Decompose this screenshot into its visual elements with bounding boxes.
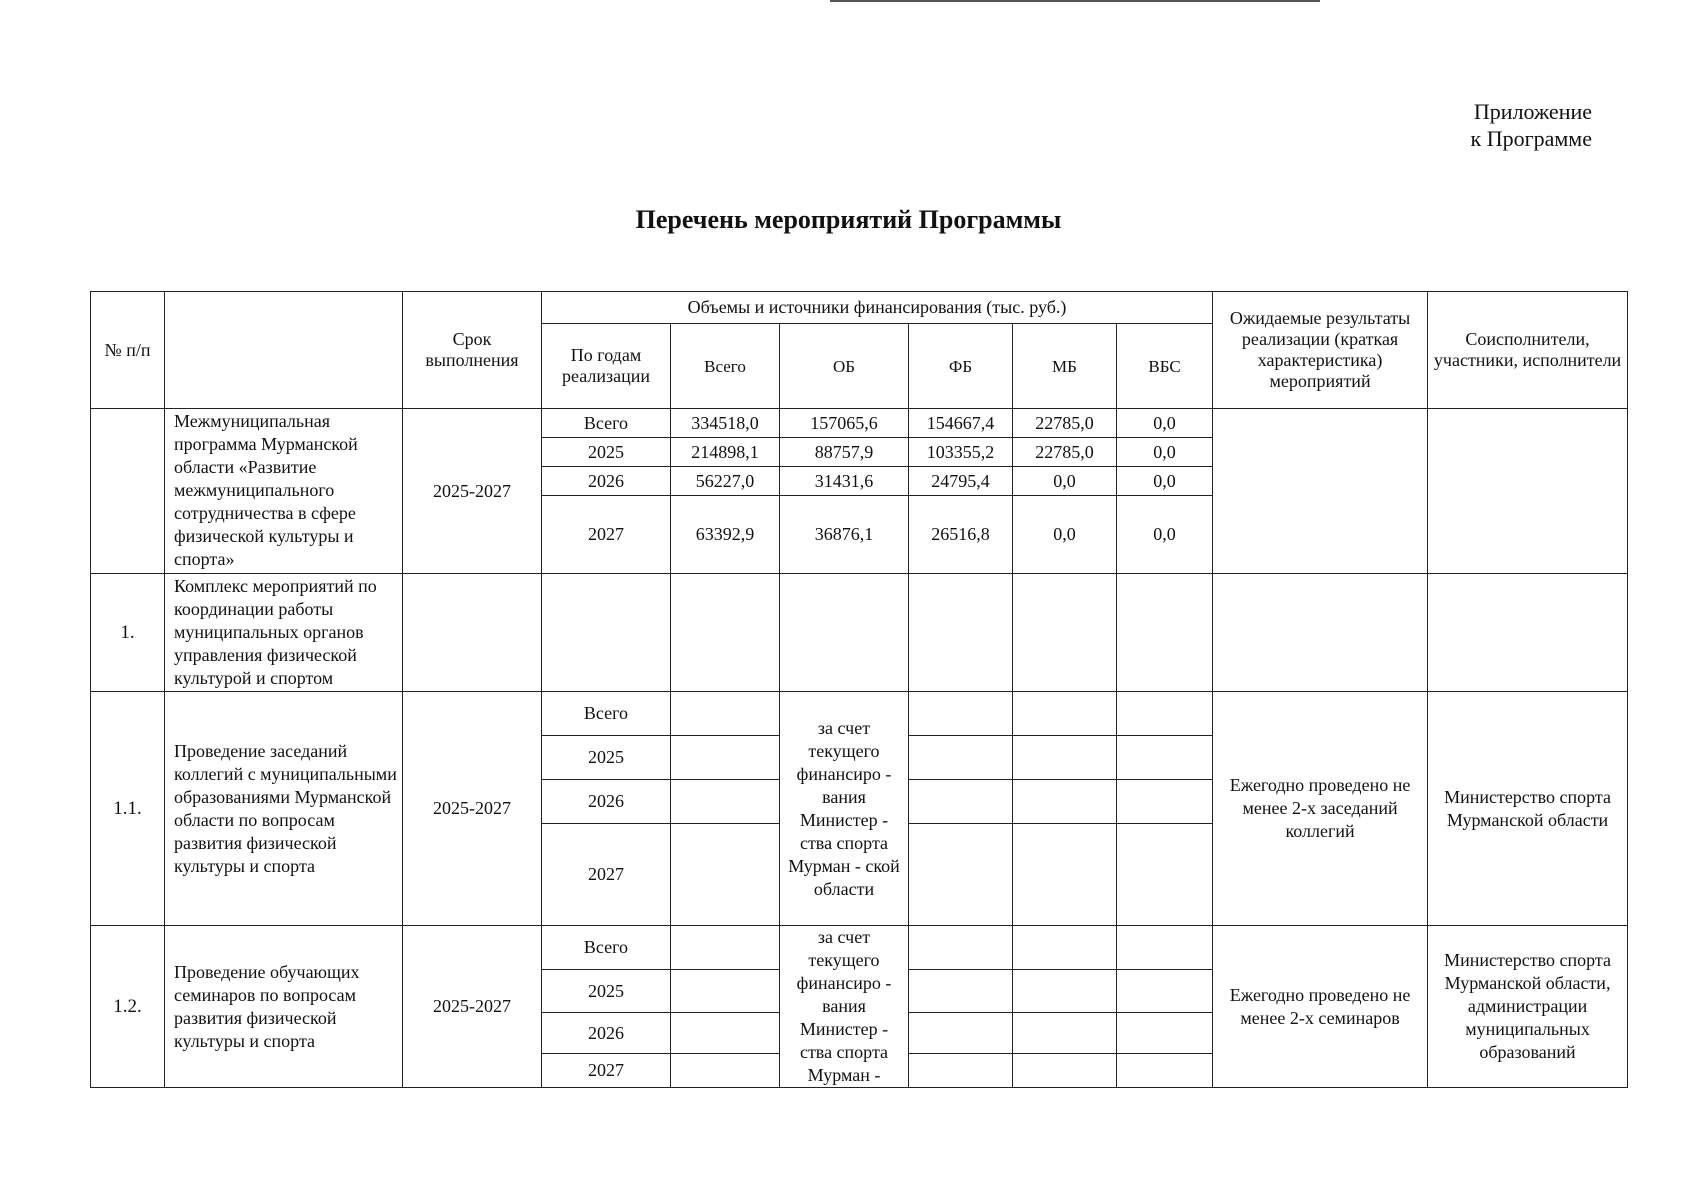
col-header-by-years: По годам реализации: [542, 324, 671, 409]
program-vbs: 0,0: [1117, 438, 1213, 467]
program-fb: 26516,8: [909, 496, 1013, 574]
program-total: 56227,0: [671, 467, 780, 496]
header-row-1: [91, 292, 1628, 324]
item-1-2-year: 2027: [542, 1054, 671, 1088]
empty-cell: [909, 970, 1013, 1013]
empty-cell: [1117, 1054, 1213, 1088]
empty-cell: [909, 736, 1013, 780]
program-name: Межмуниципальная программа Мурманской области «Развитие межмуниципального сотрудничества в сфере физической культуры и спорта»: [165, 409, 403, 574]
appendix-line-1: Приложение: [1473, 99, 1592, 124]
empty-cell: [1117, 970, 1213, 1013]
program-results-cell: [1213, 409, 1428, 574]
program-year: Всего: [542, 409, 671, 438]
top-edge-line: [830, 0, 1320, 2]
empty-cell: [1013, 970, 1117, 1013]
program-year: 2025: [542, 438, 671, 467]
empty-cell: [403, 574, 542, 692]
empty-cell: [909, 926, 1013, 970]
empty-cell: [671, 574, 780, 692]
empty-cell: [1013, 574, 1117, 692]
col-header-mb: МБ: [1013, 324, 1117, 409]
empty-cell: [1428, 574, 1628, 692]
program-fb: 24795,4: [909, 467, 1013, 496]
item-1-1-year: 2026: [542, 780, 671, 824]
program-vbs: 0,0: [1117, 496, 1213, 574]
program-vbs: 0,0: [1117, 467, 1213, 496]
empty-cell: [1013, 780, 1117, 824]
item-1-2-year: Всего: [542, 926, 671, 970]
empty-cell: [1213, 574, 1428, 692]
empty-cell: [909, 1013, 1013, 1054]
empty-cell: [671, 926, 780, 970]
empty-cell: [1013, 736, 1117, 780]
empty-cell: [1117, 780, 1213, 824]
item-1-2-year: 2026: [542, 1013, 671, 1054]
item-1-2-row-total: [91, 926, 1628, 970]
program-total: 63392,9: [671, 496, 780, 574]
item-1-2-year: 2025: [542, 970, 671, 1013]
empty-cell: [1117, 1013, 1213, 1054]
item-1-2-num: 1.2.: [91, 926, 165, 1088]
program-total: 334518,0: [671, 409, 780, 438]
program-mb: 0,0: [1013, 496, 1117, 574]
col-header-num: № п/п: [91, 292, 165, 409]
program-ob: 88757,9: [780, 438, 909, 467]
section-1-row: [91, 574, 1628, 692]
program-mb: 0,0: [1013, 467, 1117, 496]
empty-cell: [1013, 1054, 1117, 1088]
item-1-1-executors: Министерство спорта Мурманской области: [1428, 692, 1628, 926]
item-1-2-funding-note: за счет текущего финансиро - вания Министер - ства спорта Мурман -: [780, 926, 909, 1088]
program-executors-cell: [1428, 409, 1628, 574]
empty-cell: [1013, 1013, 1117, 1054]
empty-cell: [1117, 824, 1213, 926]
empty-cell: [909, 824, 1013, 926]
col-header-term: Срок выполнения: [403, 292, 542, 409]
section-1-name: Комплекс мероприятий по координации работы муниципальных органов управления физической культурой и спортом: [165, 574, 403, 692]
col-header-vbs: ВБС: [1117, 324, 1213, 409]
empty-cell: [1117, 926, 1213, 970]
empty-cell: [671, 824, 780, 926]
col-header-fb: ФБ: [909, 324, 1013, 409]
program-row-total: [91, 409, 1628, 438]
program-total: 214898,1: [671, 438, 780, 467]
appendix-line-2: к Программе: [1470, 126, 1592, 151]
empty-cell: [1117, 736, 1213, 780]
appendix-label: [1471, 98, 1592, 152]
item-1-1-funding-note: за счет текущего финансиро - вания Министер - ства спорта Мурман - ской области: [780, 692, 909, 926]
empty-cell: [542, 574, 671, 692]
item-1-1-term: 2025-2027: [403, 692, 542, 926]
item-1-1-year: 2027: [542, 824, 671, 926]
empty-cell: [671, 970, 780, 1013]
program-term: 2025-2027: [403, 409, 542, 574]
program-fb: 154667,4: [909, 409, 1013, 438]
col-header-results: Ожидаемые результаты реализации (краткая характеристика) мероприятий: [1213, 292, 1428, 409]
empty-cell: [1013, 824, 1117, 926]
measures-table: [90, 291, 1628, 1088]
empty-cell: [909, 574, 1013, 692]
program-vbs: 0,0: [1117, 409, 1213, 438]
empty-cell: [671, 736, 780, 780]
empty-cell: [1013, 692, 1117, 736]
empty-cell: [1117, 574, 1213, 692]
empty-cell: [671, 1013, 780, 1054]
col-header-name: [165, 292, 403, 409]
empty-cell: [909, 1054, 1013, 1088]
item-1-1-num: 1.1.: [91, 692, 165, 926]
item-1-1-row-total: [91, 692, 1628, 736]
empty-cell: [671, 1054, 780, 1088]
item-1-2-name: Проведение обучающих семинаров по вопросам развития физической культуры и спорта: [165, 926, 403, 1088]
program-mb: 22785,0: [1013, 409, 1117, 438]
item-1-2-term: 2025-2027: [403, 926, 542, 1088]
program-ob: 31431,6: [780, 467, 909, 496]
col-header-executors: Соисполнители, участники, исполнители: [1428, 292, 1628, 409]
empty-cell: [780, 574, 909, 692]
col-header-funding: Объемы и источники финансирования (тыс. руб.): [542, 292, 1213, 324]
program-ob: 157065,6: [780, 409, 909, 438]
empty-cell: [1013, 926, 1117, 970]
program-mb: 22785,0: [1013, 438, 1117, 467]
empty-cell: [1117, 692, 1213, 736]
item-1-1-year: 2025: [542, 736, 671, 780]
section-1-num: 1.: [91, 574, 165, 692]
empty-cell: [671, 780, 780, 824]
col-header-total: Всего: [671, 324, 780, 409]
program-ob: 36876,1: [780, 496, 909, 574]
program-year: 2026: [542, 467, 671, 496]
col-header-ob: ОБ: [780, 324, 909, 409]
program-num-cell: [91, 409, 165, 574]
document-title: Перечень мероприятий Программы: [635, 205, 1062, 234]
item-1-2-executors: Министерство спорта Мурманской области, администрации муниципальных образований: [1428, 926, 1628, 1088]
empty-cell: [909, 692, 1013, 736]
program-year: 2027: [542, 496, 671, 574]
program-fb: 103355,2: [909, 438, 1013, 467]
empty-cell: [909, 780, 1013, 824]
item-1-1-result: Ежегодно проведено не менее 2-х заседаний коллегий: [1213, 692, 1428, 926]
empty-cell: [671, 692, 780, 736]
item-1-1-name: Проведение заседаний коллегий с муниципальными образованиями Мурманской области по вопросам развития физической культуры и спорта: [165, 692, 403, 926]
item-1-1-year: Всего: [542, 692, 671, 736]
item-1-2-result: Ежегодно проведено не менее 2-х семинаров: [1213, 926, 1428, 1088]
